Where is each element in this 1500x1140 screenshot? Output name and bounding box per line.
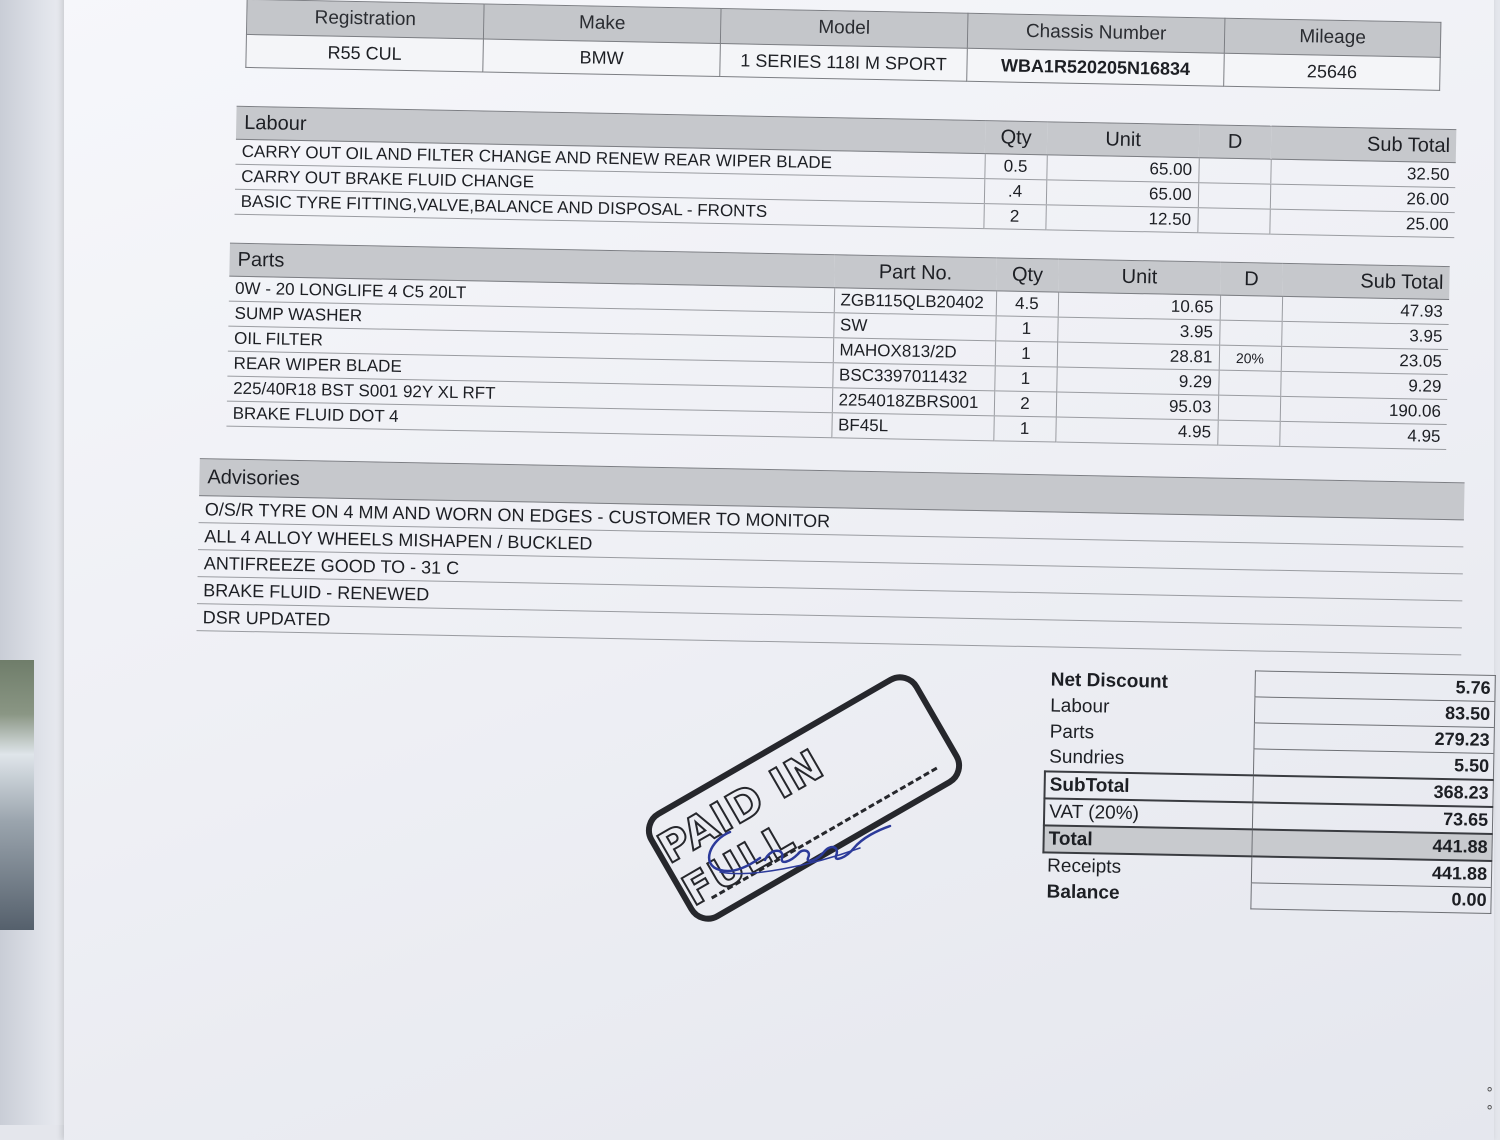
- vat-label: VAT (20%): [1044, 798, 1253, 829]
- net-discount-label: Net Discount: [1050, 668, 1169, 693]
- subtotal-value: 368.23: [1253, 775, 1493, 807]
- labour-unit: 65.00: [1046, 180, 1198, 208]
- labour-desc: CARRY OUT BRAKE FLUID CHANGE: [235, 164, 984, 203]
- registration-value: R55 CUL: [246, 34, 484, 72]
- make-value: BMW: [483, 39, 721, 77]
- totals-table: [1041, 666, 1496, 914]
- labour-qty: 0.5: [984, 154, 1046, 180]
- part-desc: SUMP WASHER: [228, 301, 833, 338]
- labour-qty: 2: [983, 204, 1045, 230]
- part-subtotal: 190.06: [1280, 396, 1447, 424]
- part-subtotal: 47.93: [1282, 296, 1449, 324]
- chassis-value: WBA1R520205N16834: [967, 48, 1225, 86]
- vehicle-details-table: [245, 0, 1441, 91]
- part-qty: 1: [994, 366, 1056, 392]
- parts-total-label: Parts: [1049, 720, 1095, 743]
- labour-total-label: Labour: [1050, 694, 1110, 718]
- labour-subtotal-header: Sub Total: [1271, 126, 1457, 163]
- advisory-text: O/S/R TYRE ON 4 MM AND WORN ON EDGES - CUSTOMER TO MONITOR: [199, 496, 1464, 547]
- part-d: [1218, 395, 1280, 421]
- part-number: MAHOX813/2D: [833, 338, 995, 366]
- labour-desc: BASIC TYRE FITTING,VALVE,BALANCE AND DISPOSAL - FRONTS: [235, 189, 984, 228]
- sundries-value: 5.50: [1253, 749, 1493, 780]
- total-label: Total: [1043, 825, 1252, 856]
- labour-total-value: 83.50: [1254, 697, 1494, 728]
- sundries-label: Sundries: [1049, 746, 1125, 770]
- part-number: SW: [833, 313, 995, 341]
- part-unit: 28.81: [1057, 342, 1219, 370]
- receipts-label: Receipts: [1046, 855, 1122, 878]
- part-number: 2254018ZBRS001: [832, 388, 994, 416]
- vat-value: 73.65: [1252, 802, 1492, 834]
- page-edge-marks: ∘ ∘: [1485, 1080, 1494, 1114]
- model-value: 1 SERIES 118I M SPORT: [720, 44, 968, 82]
- labour-d: [1198, 158, 1270, 184]
- advisory-text: BRAKE FLUID - RENEWED: [197, 577, 1462, 628]
- part-d: 20%: [1219, 345, 1281, 371]
- advisory-text: DSR UPDATED: [197, 604, 1462, 655]
- labour-d: [1198, 183, 1270, 209]
- part-unit: 3.95: [1057, 317, 1219, 345]
- part-d: [1219, 320, 1281, 346]
- parts-d-header: D: [1220, 262, 1283, 296]
- advisories-title: Advisories: [199, 459, 1464, 520]
- advisories-table: [197, 458, 1465, 655]
- advisory-text: ANTIFREEZE GOOD TO - 31 C: [198, 550, 1463, 601]
- net-discount-value: 5.76: [1255, 671, 1495, 702]
- part-desc: OIL FILTER: [228, 326, 833, 363]
- registration-header: Registration: [246, 0, 484, 39]
- model-header: Model: [720, 9, 968, 49]
- part-desc: BRAKE FLUID DOT 4: [226, 401, 831, 438]
- total-value: 441.88: [1252, 829, 1492, 861]
- part-desc: REAR WIPER BLADE: [227, 351, 832, 388]
- labour-table: [235, 106, 1457, 238]
- part-desc: 225/40R18 BST S001 92Y XL RFT: [227, 376, 832, 413]
- labour-qty: .4: [984, 179, 1046, 205]
- part-number: BF45L: [831, 413, 993, 441]
- labour-qty-header: Qty: [985, 121, 1048, 155]
- part-qty: 4.5: [996, 291, 1058, 317]
- parts-total-value: 279.23: [1254, 723, 1494, 754]
- labour-subtotal: 25.00: [1269, 209, 1454, 238]
- labour-subtotal: 26.00: [1270, 184, 1455, 213]
- labour-desc: CARRY OUT OIL AND FILTER CHANGE AND RENEW REAR WIPER BLADE: [235, 139, 984, 178]
- chassis-header: Chassis Number: [967, 13, 1225, 53]
- labour-unit-header: Unit: [1047, 122, 1200, 158]
- balance-value: 0.00: [1251, 883, 1491, 914]
- part-d: [1220, 295, 1282, 321]
- part-qty: 2: [994, 391, 1056, 417]
- labour-unit: 65.00: [1046, 155, 1198, 183]
- labour-subtotal: 32.50: [1270, 159, 1455, 188]
- handwritten-signature: [690, 770, 920, 890]
- part-qty: 1: [993, 416, 1055, 442]
- mileage-header: Mileage: [1224, 18, 1441, 57]
- stamp-text: PAID IN FULL: [649, 739, 832, 916]
- part-desc: 0W - 20 LONGLIFE 4 C5 20LT: [229, 276, 834, 313]
- part-qty: 1: [995, 341, 1057, 367]
- part-subtotal: 4.95: [1279, 421, 1446, 449]
- advisory-text: ALL 4 ALLOY WHEELS MISHAPEN / BUCKLED: [198, 523, 1463, 574]
- part-qty: 1: [995, 316, 1057, 342]
- labour-d-header: D: [1199, 125, 1272, 159]
- balance-label: Balance: [1046, 880, 1120, 904]
- parts-subtotal-header: Sub Total: [1282, 263, 1450, 299]
- part-number: BSC3397011432: [832, 363, 994, 391]
- parts-partno-header: Part No.: [834, 255, 997, 291]
- parts-unit-header: Unit: [1058, 259, 1221, 295]
- parts-qty-header: Qty: [996, 258, 1059, 292]
- part-subtotal: 3.95: [1281, 321, 1448, 349]
- part-subtotal: 9.29: [1280, 371, 1447, 399]
- invoice-sheet: [64, 0, 1494, 1140]
- make-header: Make: [483, 4, 721, 44]
- background-edge: [0, 0, 70, 1125]
- parts-table: [226, 243, 1449, 450]
- labour-unit: 12.50: [1045, 205, 1197, 233]
- receipts-value: 441.88: [1251, 856, 1491, 887]
- part-unit: 95.03: [1056, 392, 1218, 420]
- labour-d: [1197, 208, 1269, 234]
- part-d: [1217, 420, 1279, 446]
- part-unit: 10.65: [1058, 292, 1220, 320]
- part-unit: 4.95: [1055, 417, 1217, 445]
- background-photo: [0, 660, 34, 930]
- labour-title: Labour: [236, 106, 985, 153]
- part-d: [1218, 370, 1280, 396]
- parts-title: Parts: [229, 243, 835, 288]
- part-number: ZGB115QLB20402: [834, 288, 996, 316]
- subtotal-label: SubTotal: [1044, 771, 1253, 802]
- part-subtotal: 23.05: [1281, 346, 1448, 374]
- mileage-value: 25646: [1224, 53, 1441, 90]
- part-unit: 9.29: [1056, 367, 1218, 395]
